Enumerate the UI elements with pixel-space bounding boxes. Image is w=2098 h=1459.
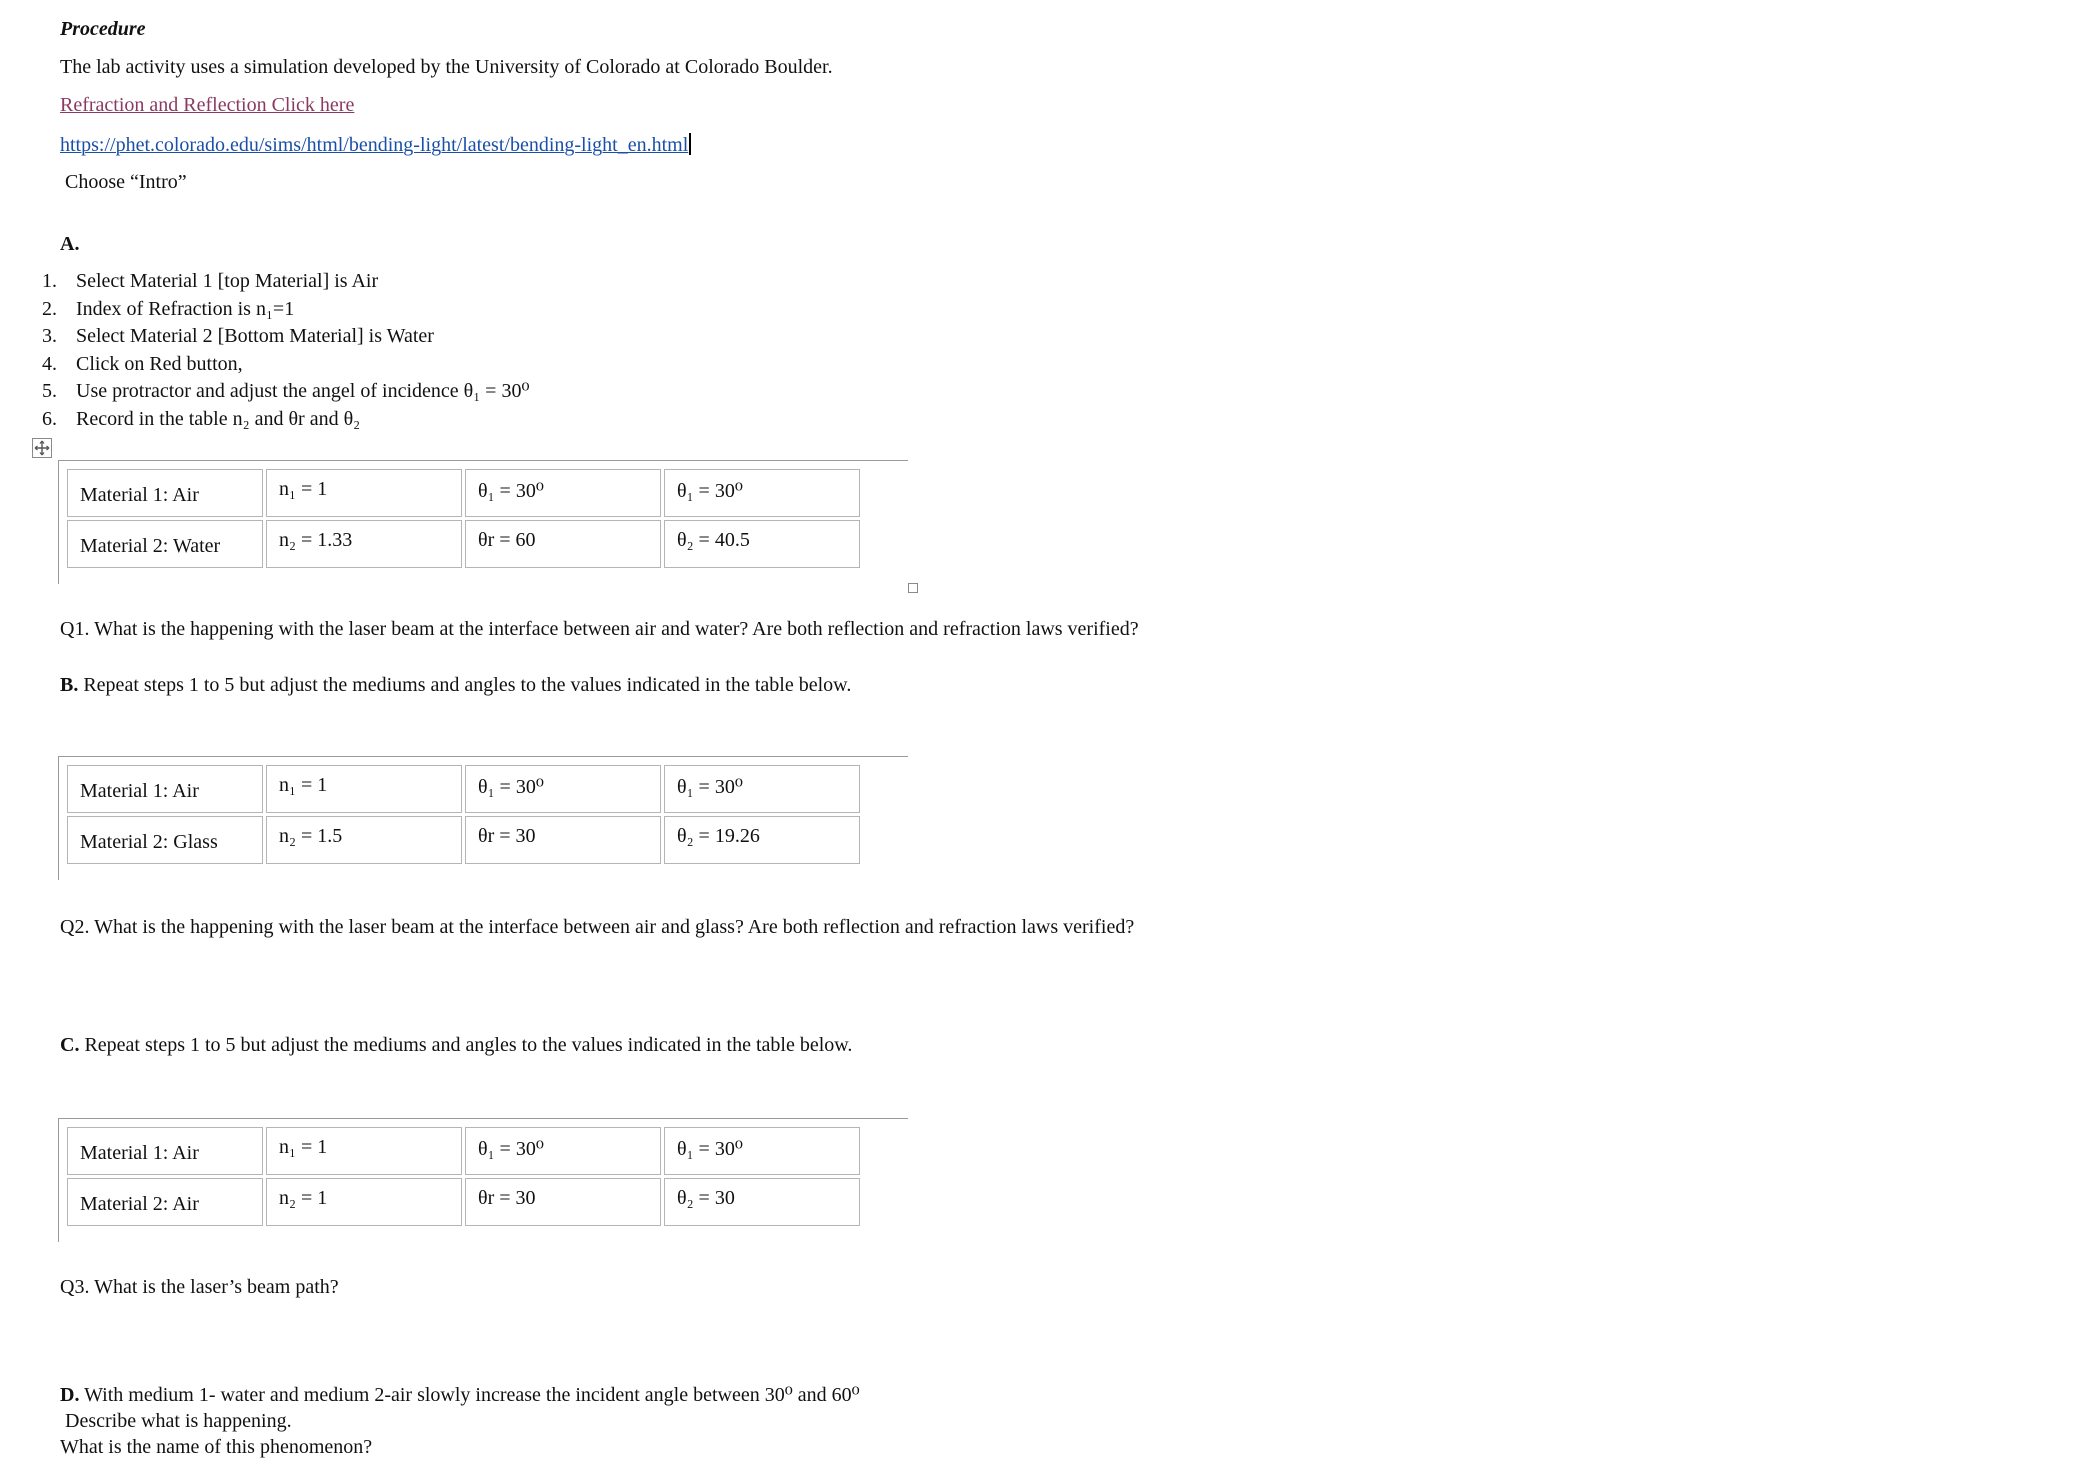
list-item: 6. Record in the table n₂ and θr and θ₂	[42, 407, 361, 430]
list-item: 5. Use protractor and adjust the angel of incidence θ₁ = 30⁰	[42, 380, 530, 402]
table-cell[interactable]: θ₁ = 30⁰	[664, 765, 860, 813]
table-cell[interactable]: θr = 30	[465, 816, 661, 864]
intro-text: The lab activity uses a simulation developed by the University of Colorado at Colorado Boulder.	[60, 56, 833, 78]
table-resize-handle[interactable]	[908, 583, 918, 593]
table-cell[interactable]: Material 2: Glass	[67, 816, 263, 864]
section-d-instruction: D. With medium 1- water and medium 2-air slowly increase the incident angle between 30⁰ and 60⁰	[60, 1384, 860, 1406]
url-line	[60, 133, 691, 157]
section-b-label: B.	[60, 674, 79, 696]
table-cell[interactable]: θ₂ = 30	[664, 1178, 860, 1226]
choose-intro-text: Choose “Intro”	[65, 171, 187, 193]
section-b-instruction: B. Repeat steps 1 to 5 but adjust the mediums and angles to the values indicated in the table below.	[60, 674, 852, 696]
table-cell[interactable]: θ₂ = 19.26	[664, 816, 860, 864]
table-row	[67, 1127, 860, 1175]
table-row	[67, 1178, 860, 1226]
table-row	[67, 520, 860, 568]
table-cell[interactable]: Material 2: Water	[67, 520, 263, 568]
table-cell[interactable]: θr = 60	[465, 520, 661, 568]
table-cell[interactable]: n₁ = 1	[266, 765, 462, 813]
section-d-label: D.	[60, 1384, 80, 1406]
table-row	[67, 469, 860, 517]
table-cell[interactable]: Material 1: Air	[67, 1127, 263, 1175]
table-cell[interactable]: θ₁ = 30⁰	[465, 1127, 661, 1175]
table-cell[interactable]: θr = 30	[465, 1178, 661, 1226]
text-cursor	[689, 133, 691, 155]
question-q3: Q3. What is the laser’s beam path?	[60, 1276, 339, 1298]
table-cell[interactable]: Material 2: Air	[67, 1178, 263, 1226]
procedure-heading: Procedure	[60, 18, 146, 40]
table-cell[interactable]: n₂ = 1.5	[266, 816, 462, 864]
table-cell[interactable]: Material 1: Air	[67, 765, 263, 813]
list-item: 4. Click on Red button,	[42, 352, 243, 375]
section-a-label: A.	[60, 233, 80, 255]
table-cell[interactable]: Material 1: Air	[67, 469, 263, 517]
section-c-label: C.	[60, 1034, 80, 1056]
table-cell[interactable]: θ₁ = 30⁰	[465, 765, 661, 813]
procedure-steps-list	[30, 268, 529, 433]
table-a	[58, 460, 904, 584]
question-q1: Q1. What is the happening with the laser beam at the interface between air and water? Are both reflection and refraction laws verified?	[60, 618, 1139, 640]
table-cell[interactable]: θ₁ = 30⁰	[664, 469, 860, 517]
table-cell[interactable]: θ₁ = 30⁰	[664, 1127, 860, 1175]
question-q2: Q2. What is the happening with the laser beam at the interface between air and glass? Are both reflection and refraction laws verified?	[60, 916, 1135, 938]
table-cell[interactable]: n₂ = 1.33	[266, 520, 462, 568]
section-c-instruction: C. Repeat steps 1 to 5 but adjust the mediums and angles to the values indicated in the table below.	[60, 1034, 853, 1056]
table-cell[interactable]: θ₂ = 40.5	[664, 520, 860, 568]
table-row	[67, 765, 860, 813]
section-d-describe: Describe what is happening.	[65, 1410, 292, 1432]
table-cell[interactable]: n₂ = 1	[266, 1178, 462, 1226]
table-cell[interactable]: n₁ = 1	[266, 1127, 462, 1175]
table-move-handle-icon[interactable]	[32, 438, 52, 458]
table-b	[58, 756, 904, 880]
list-item: 2. Index of Refraction is n₁=1	[42, 297, 295, 320]
list-item: 3. Select Material 2 [Bottom Material] is Water	[42, 325, 434, 347]
list-item: 1. Select Material 1 [top Material] is Air	[42, 270, 379, 292]
table-cell[interactable]: θ₁ = 30⁰	[465, 469, 661, 517]
section-d-phenomenon: What is the name of this phenomenon?	[60, 1436, 373, 1458]
table-row	[67, 816, 860, 864]
simulation-url-link[interactable]: https://phet.colorado.edu/sims/html/bending-light/latest/bending-light_en.html	[60, 134, 689, 156]
simulation-link[interactable]: Refraction and Reflection Click here	[60, 94, 355, 116]
table-c	[58, 1118, 904, 1242]
table-cell[interactable]: n₁ = 1	[266, 469, 462, 517]
